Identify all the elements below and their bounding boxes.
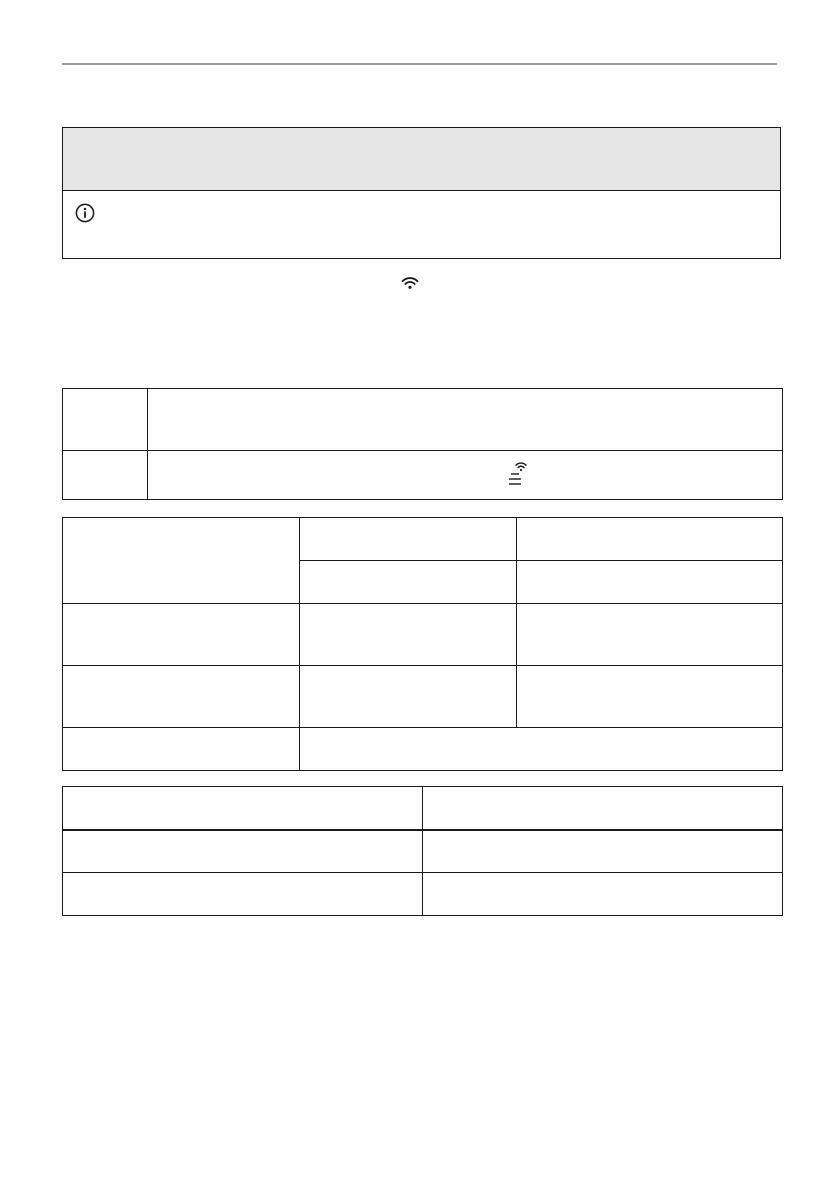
table-cell <box>300 518 517 561</box>
step-table <box>62 388 783 500</box>
table-cell <box>63 604 300 666</box>
table-cell <box>63 518 300 604</box>
table-row <box>63 604 783 666</box>
table-cell <box>517 666 783 728</box>
step-number-cell <box>63 451 148 500</box>
table-cell <box>63 830 423 873</box>
table-cell <box>63 873 423 916</box>
table-cell <box>423 873 783 916</box>
step-description-cell <box>148 389 783 451</box>
notice-box <box>62 127 781 259</box>
table-cell <box>63 728 300 771</box>
wifi-icon <box>401 276 419 290</box>
header-rule <box>62 63 777 65</box>
table-cell <box>517 561 783 604</box>
notice-body <box>63 191 780 260</box>
settings-table <box>62 517 783 771</box>
table-row <box>63 830 783 873</box>
table-row <box>63 389 783 451</box>
table-row <box>63 666 783 728</box>
table-cell <box>300 561 517 604</box>
table-row <box>63 873 783 916</box>
table-cell <box>517 518 783 561</box>
step-description-cell <box>148 451 783 500</box>
step-number-cell <box>63 389 148 451</box>
table-row <box>63 451 783 500</box>
table-header-cell <box>423 787 783 830</box>
table-cell <box>300 604 517 666</box>
remote-control-wifi-icon <box>507 461 527 487</box>
two-column-table <box>62 786 783 916</box>
notice-header <box>63 128 780 191</box>
table-cell <box>300 666 517 728</box>
table-header-cell <box>63 787 423 830</box>
table-row <box>63 518 783 561</box>
table-cell <box>517 604 783 666</box>
table-cell <box>300 728 783 771</box>
table-header-row <box>63 787 783 830</box>
table-cell <box>423 830 783 873</box>
table-row <box>63 728 783 771</box>
info-icon <box>75 203 95 223</box>
table-cell <box>63 666 300 728</box>
